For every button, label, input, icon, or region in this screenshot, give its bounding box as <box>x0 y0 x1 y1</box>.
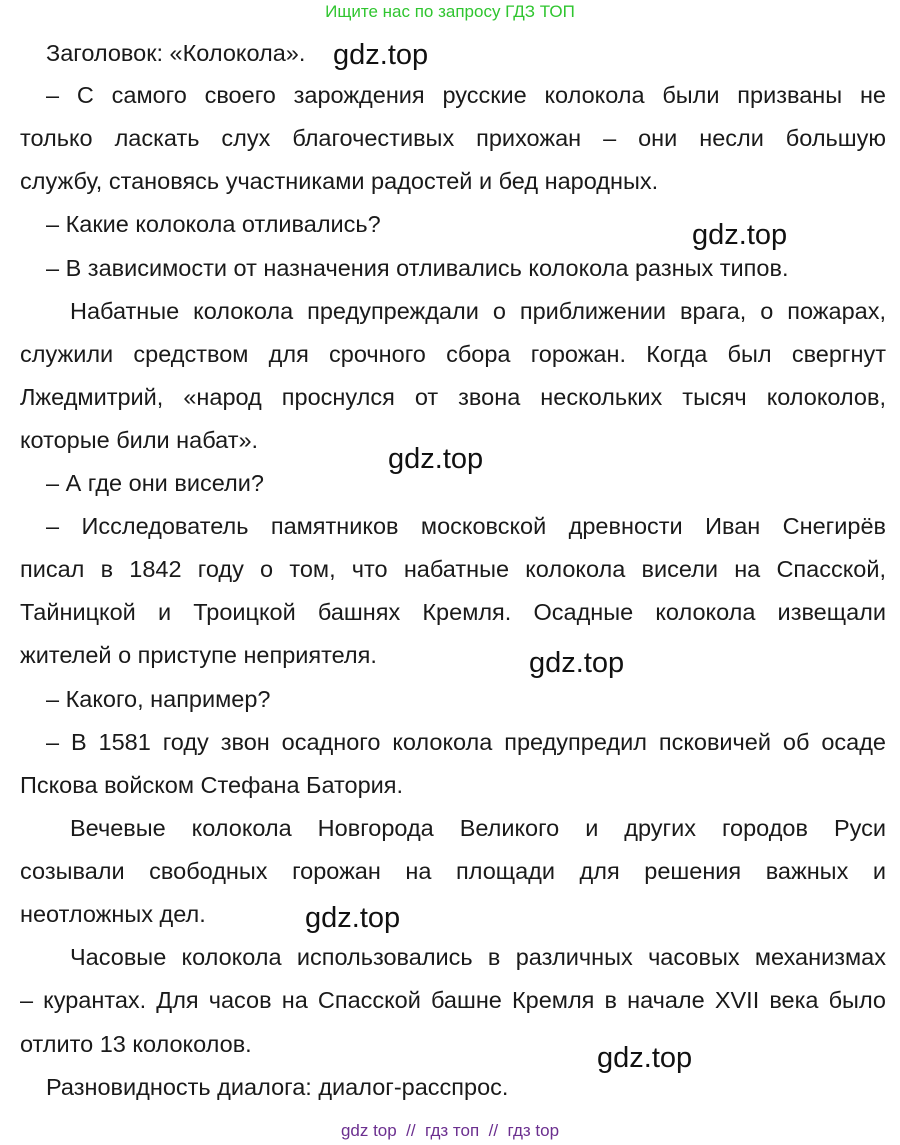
watermark: gdz.top <box>388 443 484 475</box>
text-line: Тайницкой и Троицкой башнях Кремля. Осадные колокола извещали <box>20 599 886 625</box>
text-line: созывали свободных горожан на площади для решения важных и <box>20 858 886 884</box>
text-line: которые били набат». <box>20 427 259 453</box>
footer-links: gdz top // гдз топ // гдз top <box>340 1121 560 1140</box>
watermark: gdz.top <box>333 39 429 71</box>
text-line: жителей о приступе неприятеля. <box>20 642 377 668</box>
text-line: Вечевые колокола Новгорода Великого и других городов Руси <box>70 815 886 841</box>
top-banner: Ищите нас по запросу ГДЗ ТОП <box>325 2 575 21</box>
text-line: Набатные колокола предупреждали о приближении врага, о пожарах, <box>70 298 886 324</box>
text-line: Часовые колокола использовались в различных часовых механизмах <box>70 944 886 970</box>
watermark: gdz.top <box>529 647 625 679</box>
text-line-summary: Разновидность диалога: диалог-расспрос. <box>46 1074 509 1100</box>
text-line: – А где они висели? <box>46 470 264 496</box>
text-line: – В 1581 году звон осадного колокола предупредил псковичей об осаде <box>46 729 886 755</box>
text-line: – Исследователь памятников московской древности Иван Снегирёв <box>46 513 886 539</box>
text-line: отлито 13 колоколов. <box>20 1031 252 1057</box>
text-line: – С самого своего зарождения русские колокола были призваны не <box>46 82 886 108</box>
text-line: службу, становясь участниками радостей и бед народных. <box>20 168 659 194</box>
text-line: Пскова войском Стефана Батория. <box>20 772 404 798</box>
text-line: Лжедмитрий, «народ проснулся от звона нескольких тысяч колоколов, <box>20 384 886 410</box>
text-line: служили средством для срочного сбора горожан. Когда был свергнут <box>20 341 886 367</box>
text-line: писал в 1842 году о том, что набатные колокола висели на Спасской, <box>20 556 886 582</box>
text-line: – В зависимости от назначения отливались колокола разных типов. <box>46 255 789 281</box>
text-line-title: Заголовок: «Колокола». <box>46 40 306 66</box>
text-line: – Какие колокола отливались? <box>46 211 381 237</box>
watermark: gdz.top <box>305 902 401 934</box>
text-line: – курантах. Для часов на Спасской башне Кремля в начале XVII века было <box>20 987 886 1013</box>
text-line: только ласкать слух благочестивых прихожан – они несли большую <box>20 125 886 151</box>
watermark: gdz.top <box>597 1042 693 1074</box>
watermark: gdz.top <box>692 219 788 251</box>
text-line: неотложных дел. <box>20 901 206 927</box>
text-line: – Какого, например? <box>46 686 271 712</box>
